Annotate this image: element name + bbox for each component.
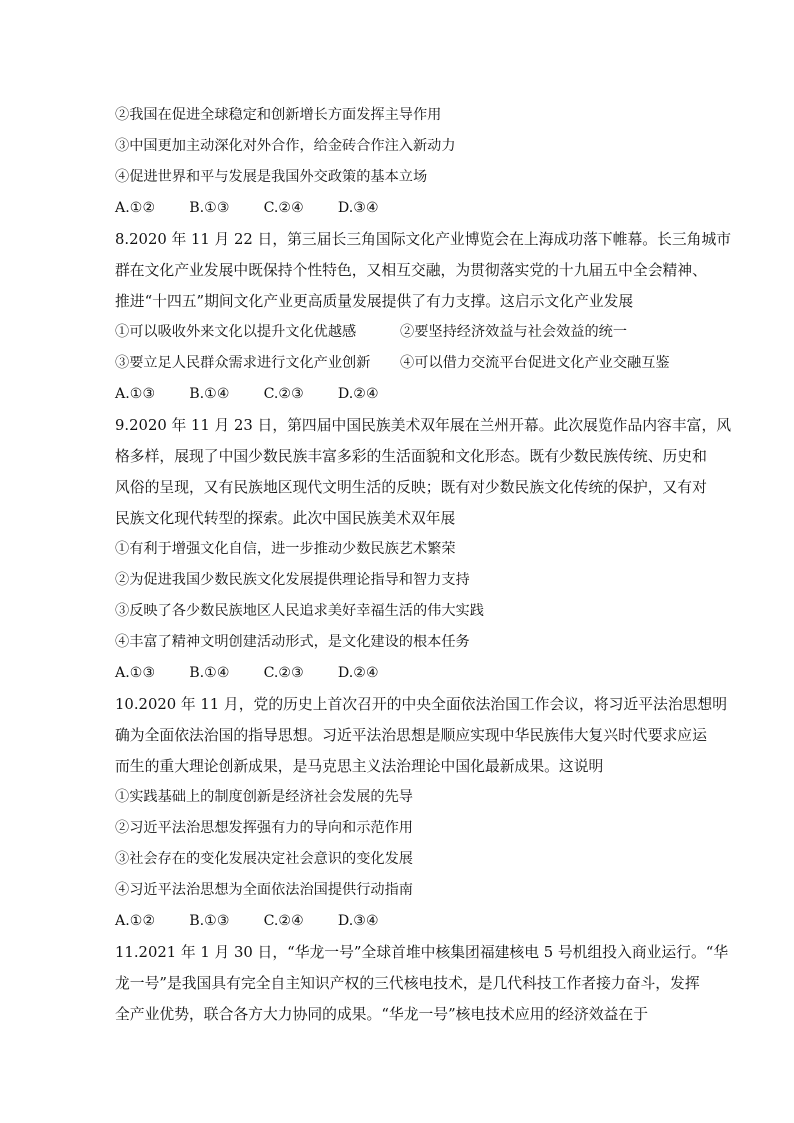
exam-page bbox=[115, 100, 732, 1030]
q11-stem-line: 11.2021 年 1 月 30 日，“华龙一号”全球首堆中核集团福建核电 5 号机组投入商业运行。“华 bbox=[115, 944, 729, 961]
q9-stem-line: 风俗的呈现，又有民族地区现代文明生活的反映；既有对少数民族文化传统的保护，又有对 bbox=[115, 479, 707, 496]
q8-answer-a: A.①③ bbox=[115, 386, 156, 402]
q10-option-4: ④习近平法治思想为全面依法治国提供行动指南 bbox=[115, 882, 413, 898]
q10-option-1: ①实践基础上的制度创新是经济社会发展的先导 bbox=[115, 789, 413, 805]
q8-option-4: ④可以借力交流平台促进文化产业交融互鉴 bbox=[400, 355, 670, 371]
q10-answer-a: A.①② bbox=[115, 913, 156, 929]
q10-stem-line: 确为全面依法治国的指导思想。习近平法治思想是顺应实现中华民族伟大复兴时代要求应运 bbox=[115, 727, 707, 744]
q10-option-3: ③社会存在的变化发展决定社会意识的变化发展 bbox=[115, 851, 413, 867]
q8-stem-line: 推进“十四五”期间文化产业更高质量发展提供了有力支撑。这启示文化产业发展 bbox=[115, 293, 634, 310]
q10-option-2: ②习近平法治思想发挥强有力的导向和示范作用 bbox=[115, 820, 413, 836]
q10-answer-choices bbox=[115, 906, 675, 937]
q8-option-3: ③要立足人民群众需求进行文化产业创新 bbox=[115, 355, 371, 371]
q8-answer-choices bbox=[115, 379, 675, 410]
q7-answer-choices bbox=[115, 193, 675, 224]
q7-option-4: ④促进世界和平与发展是我国外交政策的基本立场 bbox=[115, 169, 428, 185]
q10-stem-line: 10.2020 年 11 月，党的历史上首次召开的中央全面依法治国工作会议，将习近平法治思想明 bbox=[115, 696, 728, 713]
q7-option-3: ③中国更加主动深化对外合作，给金砖合作注入新动力 bbox=[115, 138, 456, 154]
q8-option-2: ②要坚持经济效益与社会效益的统一 bbox=[400, 324, 628, 340]
q10-answer-b: B.①③ bbox=[189, 913, 230, 929]
q7-answer-c: C.②④ bbox=[263, 200, 304, 216]
q8-option-1: ①可以吸收外来文化以提升文化优越感 bbox=[115, 324, 357, 340]
q8-stem-line: 8.2020 年 11 月 22 日，第三届长三角国际文化产业博览会在上海成功落下帷幕。长三角城市 bbox=[115, 231, 732, 248]
q7-answer-b: B.①③ bbox=[189, 200, 230, 216]
q9-answer-d: D.②④ bbox=[337, 665, 379, 681]
q9-answer-choices bbox=[115, 658, 675, 689]
q9-answer-c: C.②③ bbox=[263, 665, 304, 681]
q9-answer-a: A.①③ bbox=[115, 665, 156, 681]
q8-options-row-2 bbox=[115, 348, 675, 379]
q7-answer-a: A.①② bbox=[115, 200, 156, 216]
q9-stem-line: 9.2020 年 11 月 23 日，第四届中国民族美术双年展在兰州开幕。此次展览作品内容丰富，风 bbox=[115, 417, 732, 434]
q9-stem-line: 民族文化现代转型的探索。此次中国民族美术双年展 bbox=[115, 510, 456, 527]
q8-answer-b: B.①④ bbox=[189, 386, 230, 402]
q11-stem-line: 全产业优势，联合各方大力协同的成果。“华龙一号”核电技术应用的经济效益在于 bbox=[115, 1006, 649, 1023]
q8-stem-line: 群在文化产业发展中既保持个性特色，又相互交融，为贯彻落实党的十九届五中全会精神、 bbox=[115, 262, 707, 279]
q10-stem-line: 而生的重大理论创新成果，是马克思主义法治理论中国化最新成果。这说明 bbox=[115, 758, 604, 775]
q7-option-2: ②我国在促进全球稳定和创新增长方面发挥主导作用 bbox=[115, 107, 442, 123]
q9-option-4: ④丰富了精神文明创建活动形式，是文化建设的根本任务 bbox=[115, 634, 470, 650]
q9-stem-line: 格多样，展现了中国少数民族丰富多彩的生活面貌和文化形态。既有少数民族传统、历史和 bbox=[115, 448, 707, 465]
q8-options-row-1 bbox=[115, 317, 675, 348]
q11-stem-line: 龙一号”是我国具有完全自主知识产权的三代核电技术，是几代科技工作者接力奋斗，发挥 bbox=[115, 975, 700, 992]
q8-answer-d: D.②④ bbox=[337, 386, 379, 402]
q7-answer-d: D.③④ bbox=[337, 200, 379, 216]
q10-answer-d: D.③④ bbox=[337, 913, 379, 929]
q9-option-1: ①有利于增强文化自信，进一步推动少数民族艺术繁荣 bbox=[115, 541, 456, 557]
q9-option-2: ②为促进我国少数民族文化发展提供理论指导和智力支持 bbox=[115, 572, 470, 588]
q8-answer-c: C.②③ bbox=[263, 386, 304, 402]
q9-answer-b: B.①④ bbox=[189, 665, 230, 681]
q9-option-3: ③反映了各少数民族地区人民追求美好幸福生活的伟大实践 bbox=[115, 603, 484, 619]
q10-answer-c: C.②④ bbox=[263, 913, 304, 929]
